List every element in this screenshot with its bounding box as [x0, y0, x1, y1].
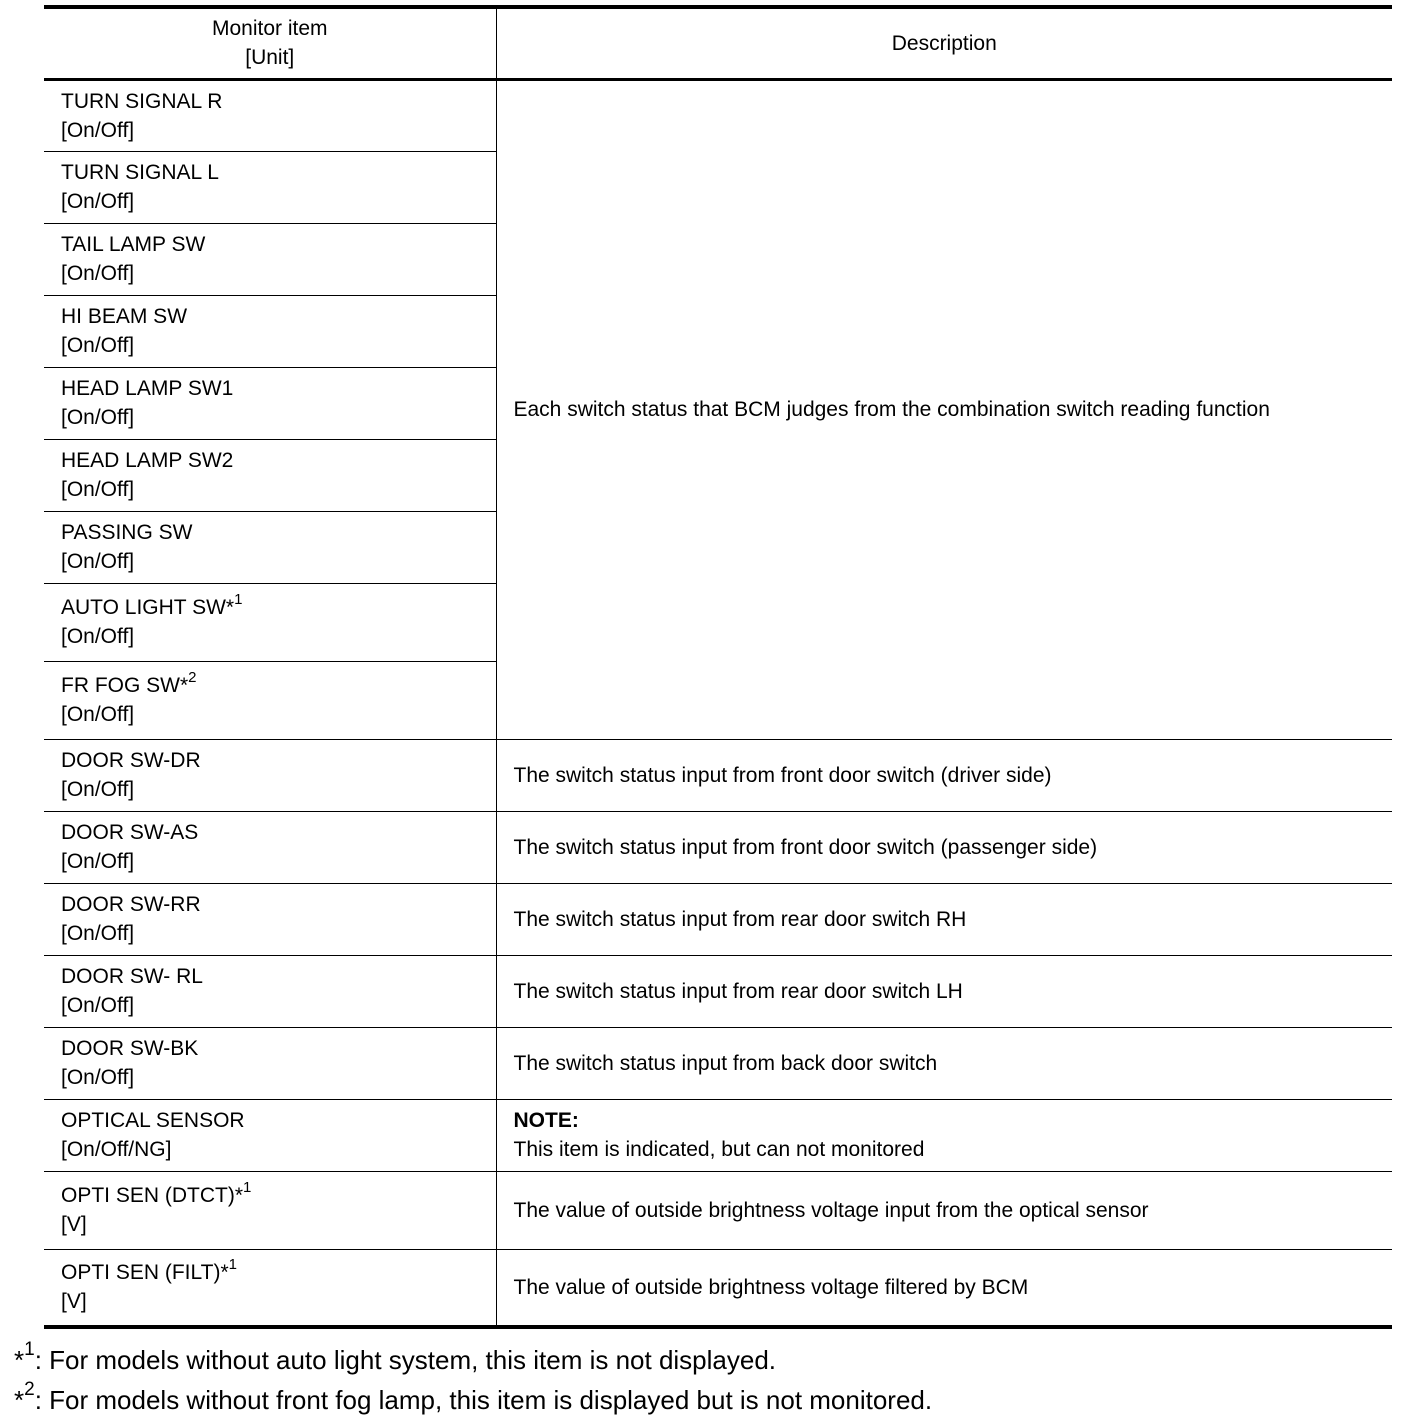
table-row	[44, 883, 1392, 955]
monitor-item-cell	[44, 367, 496, 439]
table-row	[44, 739, 1392, 811]
item-unit: [V]	[61, 1213, 87, 1236]
footnote-1	[14, 1340, 932, 1380]
description-cell	[496, 883, 1392, 955]
monitor-item-cell	[44, 511, 496, 583]
item-unit: [On/Off/NG]	[61, 1138, 172, 1161]
table-row	[44, 955, 1392, 1027]
item-name: TURN SIGNAL R	[61, 89, 223, 113]
monitor-item-cell	[44, 151, 496, 223]
item-unit: [On/Off]	[61, 778, 135, 801]
item-name: OPTICAL SENSOR	[61, 1109, 245, 1132]
header-monitor-item	[44, 7, 496, 79]
item-unit: [On/Off]	[61, 550, 135, 573]
table-row	[44, 811, 1392, 883]
item-unit: [On/Off]	[61, 334, 135, 357]
footnote-text: : For models without front fog lamp, this item is displayed but is not monitored.	[34, 1385, 933, 1415]
item-unit: [V]	[61, 1290, 87, 1314]
item-name: DOOR SW-RR	[61, 893, 201, 916]
description-text: The switch status input from rear door switch RH	[513, 907, 967, 931]
item-name: DOOR SW-DR	[61, 749, 201, 772]
item-name: OPTI SEN (DTCT)*$^1$	[61, 1179, 252, 1207]
footnote-number: 2	[24, 1379, 35, 1401]
item-unit: [On/Off]	[61, 703, 135, 726]
description-cell	[496, 1249, 1392, 1327]
footnote-mark: *	[14, 1385, 25, 1415]
monitor-item-cell	[44, 955, 496, 1027]
item-name: OPTI SEN (FILT)*$^1$	[61, 1256, 237, 1285]
item-unit: [On/Off]	[61, 625, 135, 648]
description-cell	[496, 739, 1392, 811]
item-name: DOOR SW-BK	[61, 1037, 199, 1060]
description-text: The switch status input from front door switch (passenger side)	[513, 835, 1098, 859]
description-cell	[496, 955, 1392, 1027]
item-name: PASSING SW	[61, 521, 193, 544]
note-label: NOTE:	[513, 1109, 579, 1132]
item-unit: [On/Off]	[61, 262, 135, 285]
monitor-item-cell	[44, 661, 496, 739]
monitor-item-cell	[44, 1027, 496, 1099]
footnote-number: 1	[24, 1339, 35, 1361]
item-name: AUTO LIGHT SW*$^1$	[61, 591, 243, 619]
monitor-item-cell	[44, 295, 496, 367]
item-unit: [On/Off]	[61, 1066, 135, 1089]
monitor-item-cell	[44, 79, 496, 151]
item-name: HEAD LAMP SW2	[61, 449, 234, 472]
item-unit: [On/Off]	[61, 190, 135, 213]
footnote-ref: 1	[228, 1256, 237, 1274]
monitor-item-cell	[44, 439, 496, 511]
group-description-cell	[496, 79, 1392, 739]
item-unit: [On/Off]	[61, 478, 135, 501]
description-text: The value of outside brightness voltage filtered by BCM	[513, 1275, 1029, 1299]
monitor-item-cell	[44, 583, 496, 661]
table-row	[44, 1027, 1392, 1099]
item-name: DOOR SW-AS	[61, 821, 199, 844]
monitor-item-cell	[44, 1171, 496, 1249]
header-item-title: Monitor item	[211, 17, 328, 41]
monitor-item-cell	[44, 1249, 496, 1327]
item-name: HI BEAM SW	[61, 305, 188, 328]
item-name: DOOR SW- RL	[61, 965, 203, 988]
item-unit: [On/Off]	[61, 406, 135, 429]
table-row	[44, 1099, 1392, 1171]
footnote-mark: *	[14, 1345, 25, 1375]
item-unit: [On/Off]	[61, 994, 135, 1017]
item-unit: [On/Off]	[61, 922, 135, 945]
table-row	[44, 1171, 1392, 1249]
description-cell	[496, 1027, 1392, 1099]
footnote-ref: 1	[243, 1179, 252, 1196]
footnotes	[14, 1340, 932, 1420]
table-row	[44, 79, 1392, 151]
item-name: HEAD LAMP SW1	[61, 377, 234, 400]
monitor-item-table	[44, 5, 1392, 1329]
description-text: The value of outside brightness voltage input from the optical sensor	[513, 1198, 1149, 1222]
footnote-ref: 1	[234, 591, 243, 608]
item-name: FR FOG SW*$^2$	[61, 669, 197, 697]
header-item-unit: [Unit]	[245, 46, 295, 70]
footnote-text: : For models without auto light system, this item is not displayed.	[34, 1345, 777, 1375]
description-text: The switch status input from back door switch	[513, 1051, 938, 1075]
monitor-item-cell	[44, 1099, 496, 1171]
description-text: The switch status input from front door switch (driver side)	[513, 763, 1052, 787]
footnote-ref: 2	[188, 669, 197, 686]
description-cell	[496, 1171, 1392, 1249]
monitor-item-cell	[44, 811, 496, 883]
monitor-item-cell	[44, 883, 496, 955]
item-name: TAIL LAMP SW	[61, 233, 206, 256]
footnote-2	[14, 1380, 932, 1420]
description-cell	[496, 811, 1392, 883]
table-row	[44, 1249, 1392, 1327]
description-text: The switch status input from rear door switch LH	[513, 979, 963, 1003]
monitor-item-cell	[44, 739, 496, 811]
header-description: Description	[496, 7, 1392, 79]
item-unit: [On/Off]	[61, 850, 135, 873]
table-header-row	[44, 7, 1392, 79]
group-description: Each switch status that BCM judges from the combination switch reading function	[513, 398, 1270, 421]
monitor-item-cell	[44, 223, 496, 295]
description-text: This item is indicated, but can not monitored	[513, 1138, 925, 1161]
description-cell	[496, 1099, 1392, 1171]
item-unit: [On/Off]	[61, 118, 135, 142]
item-name: TURN SIGNAL L	[61, 161, 219, 184]
